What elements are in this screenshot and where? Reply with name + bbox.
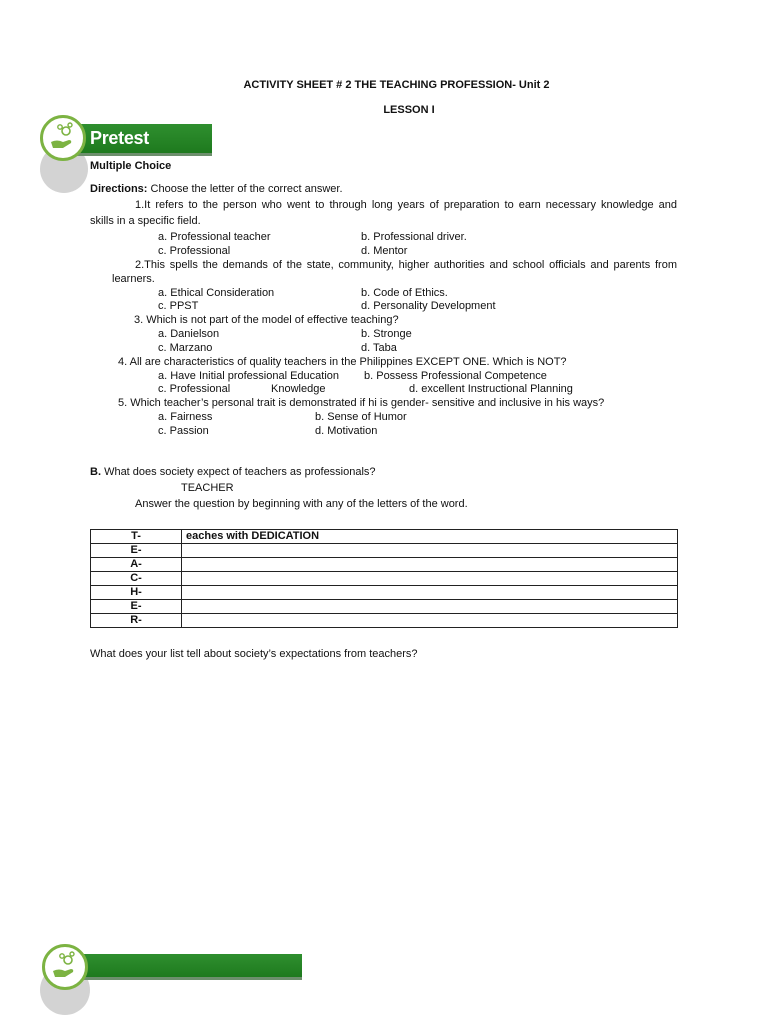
q2-option-b: b. Code of Ethics. <box>361 287 448 299</box>
directions <box>90 182 343 196</box>
activity-title: ACTIVITY SHEET # 2 THE TEACHING PROFESSION- Unit 2 <box>243 79 550 91</box>
question-1-text: 1.It refers to the person who went to through long years of preparation to earn necessary knowledge and <box>135 199 677 211</box>
teacher-word: TEACHER <box>181 482 234 494</box>
question-2-text: 2.This spells the demands of the state, community, higher authorities and school officials and parents from <box>135 259 677 271</box>
row-answer[interactable] <box>182 544 678 558</box>
q3-option-b: b. Stronge <box>361 328 412 340</box>
directions-label: Directions: <box>90 183 148 195</box>
q1-option-d: d. Mentor <box>361 245 408 257</box>
q2-option-c: c. PPST <box>158 300 199 312</box>
row-letter: A- <box>91 558 182 572</box>
row-answer[interactable] <box>182 558 678 572</box>
lightbulb-hand-icon <box>40 115 86 161</box>
q5-option-c: c. Passion <box>158 425 209 437</box>
acrostic-table <box>90 529 678 628</box>
table-row <box>91 530 678 544</box>
directions-text: Choose the letter of the correct answer. <box>150 183 343 195</box>
row-answer[interactable] <box>182 600 678 614</box>
table-row <box>91 558 678 572</box>
section-b-instruction: Answer the question by beginning with any of the letters of the word. <box>135 498 468 510</box>
q2-option-d: d. Personality Development <box>361 300 496 312</box>
row-letter: E- <box>91 544 182 558</box>
q5-option-b: b. Sense of Humor <box>315 411 407 423</box>
row-letter: E- <box>91 600 182 614</box>
footer-banner <box>64 954 302 980</box>
lightbulb-hand-icon <box>42 944 88 990</box>
table-row <box>91 572 678 586</box>
q3-option-d: d. Taba <box>361 342 397 354</box>
q2-option-a: a. Ethical Consideration <box>158 287 275 299</box>
followup-question: What does your list tell about society’s expectations from teachers? <box>90 648 418 660</box>
question-1-text-cont: skills in a specific field. <box>90 215 201 227</box>
row-letter: T- <box>91 530 182 544</box>
q4-option-b: b. Possess Professional Competence <box>364 370 547 382</box>
multiple-choice-subtitle: Multiple Choice <box>90 160 172 172</box>
q4-option-c: c. Professional <box>158 383 231 395</box>
section-b-label: B. <box>90 466 101 478</box>
section-b-question-text: What does society expect of teachers as professionals? <box>104 466 376 478</box>
q5-option-d: d. Motivation <box>315 425 378 437</box>
section-b-question <box>90 465 376 479</box>
q4-option-c-cont: Knowledge <box>271 383 326 395</box>
question-3-text: 3. Which is not part of the model of effective teaching? <box>134 314 399 326</box>
row-letter: C- <box>91 572 182 586</box>
q5-option-a: a. Fairness <box>158 411 213 423</box>
q3-option-a: a. Danielson <box>158 328 220 340</box>
question-2-text-cont: learners. <box>112 273 155 285</box>
row-letter: H- <box>91 586 182 600</box>
pretest-banner-label: Pretest <box>90 128 149 148</box>
table-row <box>91 614 678 628</box>
q4-option-d: d. excellent Instructional Planning <box>409 383 573 395</box>
q4-option-a: a. Have Initial professional Education <box>158 370 339 382</box>
q1-option-a: a. Professional teacher <box>158 231 271 243</box>
row-answer[interactable] <box>182 614 678 628</box>
q1-option-c: c. Professional <box>158 245 231 257</box>
row-answer[interactable]: eaches with DEDICATION <box>182 530 678 544</box>
pretest-banner <box>64 124 212 156</box>
q3-option-c: c. Marzano <box>158 342 213 354</box>
row-answer[interactable] <box>182 572 678 586</box>
table-row <box>91 544 678 558</box>
table-row <box>91 586 678 600</box>
row-letter: R- <box>91 614 182 628</box>
lesson-label: LESSON I <box>383 104 435 116</box>
question-5-text: 5. Which teacher’s personal trait is demonstrated if hi is gender- sensitive and inclusive in his ways? <box>118 397 605 409</box>
table-row <box>91 600 678 614</box>
row-answer[interactable] <box>182 586 678 600</box>
q1-option-b: b. Professional driver. <box>361 231 467 243</box>
question-4-text: 4. All are characteristics of quality teachers in the Philippines EXCEPT ONE. Which is NOT? <box>118 356 567 368</box>
